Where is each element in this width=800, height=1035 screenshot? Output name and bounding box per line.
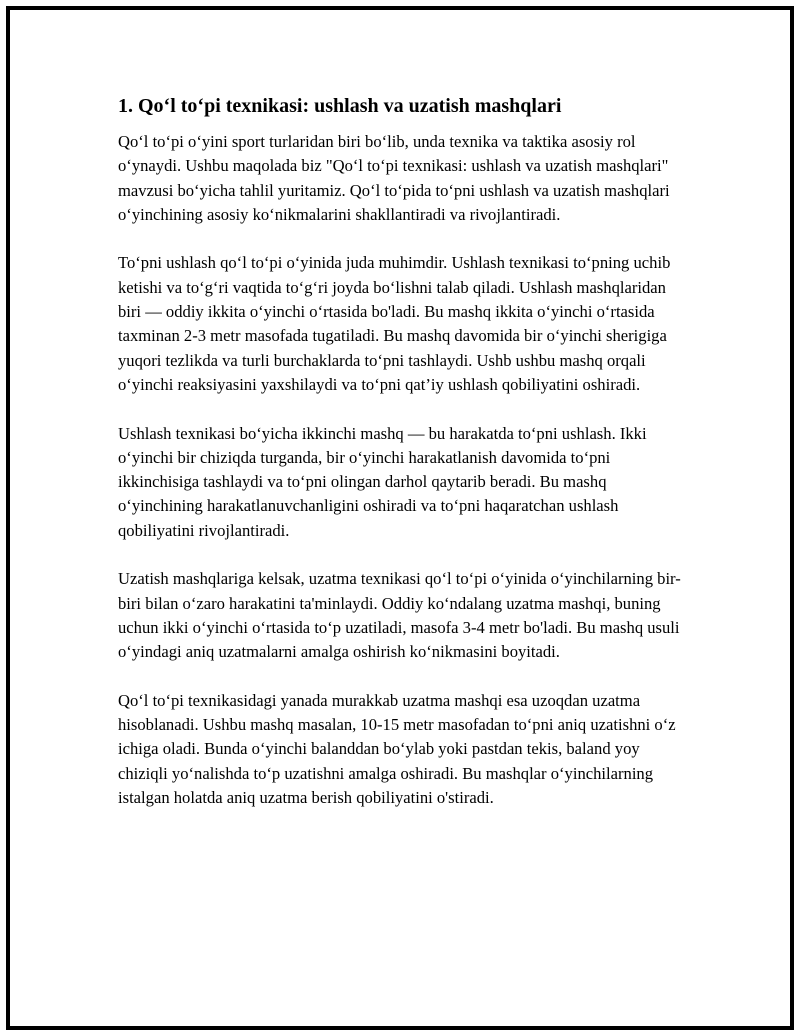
document-title: 1. Qo‘l to‘pi texnikasi: ushlash va uzatish mashqlari — [118, 95, 562, 117]
document-body — [118, 92, 688, 835]
paragraph-5: Qo‘l to‘pi texnikasidagi yanada murakkab uzatma mashqi esa uzoqdan uzatma hisoblanadi. Ushbu mashq masalan, 10-15 metr masofadan to‘pni aniq uzatishni o‘z ichiga oladi. Bunda o‘yinchi balanddan bo‘ylab yoki pastdan tekis, baland yoy chiziqli yo‘nalishda to‘p uzatishni amalga oshiradi. Bu mashqlar o‘yinchilarning istalgan holatda aniq uzatma berish qobiliyatini o'stiradi. — [118, 690, 676, 808]
paragraph-3: Ushlash texnikasi bo‘yicha ikkinchi mashq — bu harakatda to‘pni ushlash. Ikki o‘yinchi bir chiziqda turganda, bir o‘yinchi harakatlanish davomida to‘pni ikkinchisiga tashlaydi va to‘pni olingan darhol qaytarib beradi. Bu mashq o‘yinchining harakatlanuvchanligini oshiradi va to‘pni haqaratchan ushlash qobiliyatini rivojlantiradi. — [118, 423, 647, 540]
paragraph-2: To‘pni ushlash qo‘l to‘pi o‘yinida juda muhimdir. Ushlash texnikasi to‘pning uchib ketishi va to‘g‘ri vaqtida to‘g‘ri joyda bo‘lishni talab qiladi. Ushlash mashqlaridan biri — oddiy ikkita o‘yinchi o‘rtasida bo'ladi. Bu mashq ikkita o‘yinchi o‘rtasida taxminan 2-3 metr masofada tugatiladi. Bu mashq davomida bir o‘yinchi sherigiga yuqori tezlikda va turli burchaklarda to‘pni tashlaydi. Ushb ushbu mashq orqali o‘yinchi reaksiyasini yaxshilaydi va to‘pni qat’iy ushlash qobiliyatini oshiradi. — [118, 253, 671, 394]
paragraph-4: Uzatish mashqlariga kelsak, uzatma texnikasi qo‘l to‘pi o‘yinida o‘yinchilarning bir-biri bilan o‘zaro harakatini ta'minlaydi. Oddiy ko‘ndalang uzatma mashqi, buning uchun ikki o‘yinchi o‘rtasida to‘p uzatiladi, masofa 3-4 metr bo'ladi. Bu mashq usuli o‘yindagi aniq uzatmalarni amalga oshirish ko‘nikmasini boyitadi. — [118, 569, 681, 662]
paragraph-1: Qo‘l to‘pi o‘yini sport turlaridan biri bo‘lib, unda texnika va taktika asosiy rol o‘ynaydi. Ushbu maqolada biz "Qo‘l to‘pi texnikasi: ushlash va uzatish mashqlari" mavzusi bo‘yicha tahlil yuritamiz. Qo‘l to‘pida to‘pni ushlash va uzatish mashqlari o‘yinchining asosiy ko‘nikmalarini shakllantiradi va rivojlantiradi. — [118, 132, 670, 224]
